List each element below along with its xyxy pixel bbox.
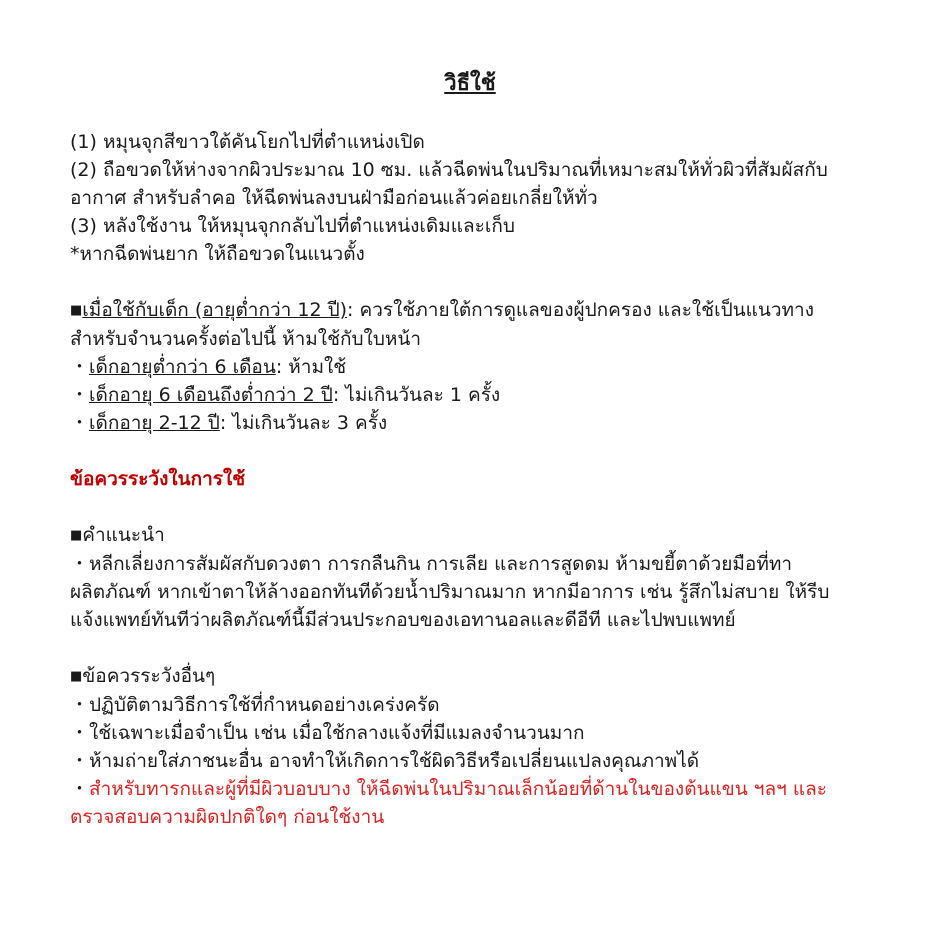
other-heading-label: ข้อควรระวังอื่นๆ	[82, 665, 216, 687]
children-item-text: : ไม่เกินวันละ 1 ครั้ง	[332, 384, 501, 406]
square-bullet-icon: ■	[70, 528, 83, 543]
square-bullet-icon: ■	[70, 303, 83, 318]
children-item-text: : ห้ามใช้	[275, 356, 347, 378]
children-section	[70, 296, 870, 325]
other-item-text: ใช้เฉพาะเมื่อจำเป็น เช่น เมื่อใช้กลางแจ้งที่มีแมลงจำนวนมาก	[89, 722, 585, 744]
advice-heading	[70, 521, 870, 550]
other-item-text: ห้ามถ่ายใส่ภาชนะอื่น อาจทำให้เกิดการใช้ผิดวิธีหรือเปลี่ยนแปลงคุณภาพได้	[89, 750, 700, 772]
caution-heading: ข้อควรระวังในการใช้	[70, 468, 246, 490]
dot-bullet-icon: ・	[70, 722, 90, 744]
other-item-warning	[70, 775, 870, 803]
usage-step-2: (2) ถือขวดให้ห่างจากผิวประมาณ 10 ซม. แล้วฉีดพ่นในปริมาณที่เหมาะสมให้ทั่วผิวที่สัมผัสกับ	[70, 159, 828, 181]
children-item-label: เด็กอายุ 2-12 ปี	[89, 412, 220, 434]
other-heading	[70, 662, 870, 691]
children-heading: เมื่อใช้กับเด็ก (อายุต่ำกว่า 12 ปี)	[82, 299, 348, 321]
usage-step-2-cont: อากาศ สำหรับลำคอ ให้ฉีดพ่นลงบนฝ่ามือก่อนแล้วค่อยเกลี่ยให้ทั่ว	[70, 187, 598, 209]
dot-bullet-icon: ・	[70, 778, 90, 800]
advice-heading-label: คำแนะนำ	[82, 524, 165, 546]
advice-text-line: หลีกเลี่ยงการสัมผัสกับดวงตา การกลืนกิน การเลีย และการสูดดม ห้ามขยี้ตาด้วยมือที่ทา	[89, 553, 793, 575]
children-item-text: : ไม่เกินวันละ 3 ครั้ง	[219, 412, 388, 434]
children-text-cont: สำหรับจำนวนครั้งต่อไปนี้ ห้ามใช้กับใบหน้า	[70, 328, 422, 350]
warning-text-cont: ตรวจสอบความผิดปกติใดๆ ก่อนใช้งาน	[70, 806, 385, 828]
other-item	[70, 691, 870, 719]
advice-text-cont: ผลิตภัณฑ์ หากเข้าตาให้ล้างออกทันทีด้วยน้ำปริมาณมาก หากมีอาการ เช่น รู้สึกไม่สบาย ให้รีบ	[70, 581, 830, 603]
children-text: : ควรใช้ภายใต้การดูแลของผู้ปกครอง และใช้เป็นแนวทาง	[347, 299, 814, 321]
children-item-label: เด็กอายุ 6 เดือนถึงต่ำกว่า 2 ปี	[89, 384, 333, 406]
square-bullet-icon: ■	[70, 669, 83, 684]
children-item-label: เด็กอายุต่ำกว่า 6 เดือน	[89, 356, 276, 378]
dot-bullet-icon: ・	[70, 553, 90, 575]
other-item	[70, 747, 870, 775]
other-item	[70, 719, 870, 747]
usage-step-1: (1) หมุนจุกสีขาวใต้คันโยกไปที่ตำแหน่งเปิด	[70, 131, 425, 153]
page-title: วิธีใช้	[444, 71, 496, 96]
dot-bullet-icon: ・	[70, 750, 90, 772]
advice-text-cont: แจ้งแพทย์ทันทีว่าผลิตภัณฑ์นี้มีส่วนประกอบของเอทานอลและดีอีที และไปพบแพทย์	[70, 609, 736, 631]
dot-bullet-icon: ・	[70, 694, 90, 716]
other-item-text: ปฏิบัติตามวิธีการใช้ที่กำหนดอย่างเคร่งครัด	[89, 694, 440, 716]
children-item	[70, 353, 870, 381]
usage-note: *หากฉีดพ่นยาก ให้ถือขวดในแนวตั้ง	[70, 243, 365, 265]
dot-bullet-icon: ・	[70, 384, 90, 406]
warning-text: สำหรับทารกและผู้ที่มีผิวบอบบาง ให้ฉีดพ่นในปริมาณเล็กน้อยที่ด้านในของต้นแขน ฯลฯ และ	[89, 778, 827, 800]
children-item	[70, 409, 870, 437]
dot-bullet-icon: ・	[70, 412, 90, 434]
advice-text	[70, 550, 870, 578]
children-item	[70, 381, 870, 409]
usage-step-3: (3) หลังใช้งาน ให้หมุนจุกกลับไปที่ตำแหน่งเดิมและเก็บ	[70, 215, 515, 237]
dot-bullet-icon: ・	[70, 356, 90, 378]
